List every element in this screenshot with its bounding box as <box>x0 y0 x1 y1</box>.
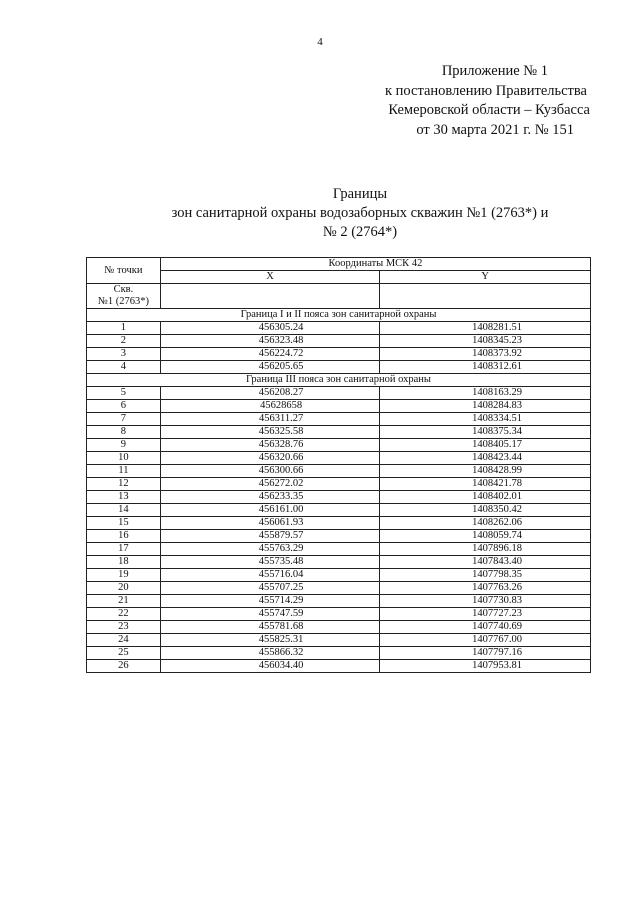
table-row <box>87 569 591 582</box>
point-number-cell: 4 <box>87 361 161 374</box>
coordinates-table <box>86 257 591 673</box>
header-coordinates: Координаты МСК 42 <box>160 258 590 271</box>
table-row <box>87 439 591 452</box>
x-coordinate-cell: 456311.27 <box>160 413 379 426</box>
x-coordinate-cell: 455866.32 <box>160 647 379 660</box>
appendix-line-decree: к постановлению Правительства <box>385 82 587 99</box>
table-row <box>87 361 591 374</box>
x-coordinate-cell: 455763.29 <box>160 543 379 556</box>
table-row <box>87 660 591 673</box>
table-row <box>87 608 591 621</box>
x-coordinate-cell: 456325.58 <box>160 426 379 439</box>
y-coordinate-cell: 1408163.29 <box>380 387 591 400</box>
table-row <box>87 504 591 517</box>
x-coordinate-cell: 456328.76 <box>160 439 379 452</box>
y-coordinate-cell: 1408428.99 <box>380 465 591 478</box>
y-coordinate-cell: 1407767.00 <box>380 634 591 647</box>
y-coordinate-cell: 1407730.83 <box>380 595 591 608</box>
point-number-cell: 15 <box>87 517 161 530</box>
table-row <box>87 465 591 478</box>
y-coordinate-cell: 1407798.35 <box>380 569 591 582</box>
table-row <box>87 426 591 439</box>
point-number-cell: 21 <box>87 595 161 608</box>
y-coordinate-cell: 1407763.26 <box>380 582 591 595</box>
x-coordinate-cell: 455747.59 <box>160 608 379 621</box>
well-y-empty <box>380 284 591 309</box>
title-line-1: Границы <box>332 186 388 202</box>
y-coordinate-cell: 1408402.01 <box>380 491 591 504</box>
table-header-row <box>87 258 591 271</box>
table-row <box>87 582 591 595</box>
y-coordinate-cell: 1408375.34 <box>380 426 591 439</box>
y-coordinate-cell: 1408281.51 <box>380 322 591 335</box>
y-coordinate-cell: 1407727.23 <box>380 608 591 621</box>
y-coordinate-cell: 1408312.61 <box>380 361 591 374</box>
point-number-cell: 17 <box>87 543 161 556</box>
table-row <box>87 647 591 660</box>
y-coordinate-cell: 1408421.78 <box>380 478 591 491</box>
document-title <box>120 185 600 242</box>
point-number-cell: 9 <box>87 439 161 452</box>
table-row <box>87 543 591 556</box>
point-number-cell: 20 <box>87 582 161 595</box>
y-coordinate-cell: 1408262.06 <box>380 517 591 530</box>
appendix-line-region: Кемеровской области – Кузбасса <box>388 102 590 118</box>
section-1-title: Граница I и II пояса зон санитарной охраны <box>87 309 591 322</box>
table-row <box>87 556 591 569</box>
table-row <box>87 400 591 413</box>
x-coordinate-cell: 456320.66 <box>160 452 379 465</box>
point-number-cell: 5 <box>87 387 161 400</box>
x-coordinate-cell: 455825.31 <box>160 634 379 647</box>
y-coordinate-cell: 1408373.92 <box>380 348 591 361</box>
point-number-cell: 19 <box>87 569 161 582</box>
well-x-empty <box>160 284 379 309</box>
header-x: X <box>160 271 379 284</box>
x-coordinate-cell: 455781.68 <box>160 621 379 634</box>
point-number-cell: 12 <box>87 478 161 491</box>
well-label-row <box>87 284 591 309</box>
table-row <box>87 621 591 634</box>
table-row <box>87 387 591 400</box>
table-row <box>87 413 591 426</box>
table-row <box>87 478 591 491</box>
point-number-cell: 7 <box>87 413 161 426</box>
table-subheader-row <box>87 271 591 284</box>
x-coordinate-cell: 455735.48 <box>160 556 379 569</box>
y-coordinate-cell: 1407740.69 <box>380 621 591 634</box>
point-number-cell: 2 <box>87 335 161 348</box>
table-row <box>87 452 591 465</box>
y-coordinate-cell: 1407896.18 <box>380 543 591 556</box>
y-coordinate-cell: 1408345.23 <box>380 335 591 348</box>
page-number: 4 <box>317 36 323 48</box>
point-number-cell: 16 <box>87 530 161 543</box>
x-coordinate-cell: 456323.48 <box>160 335 379 348</box>
y-coordinate-cell: 1407953.81 <box>380 660 591 673</box>
point-number-cell: 24 <box>87 634 161 647</box>
table-row <box>87 634 591 647</box>
x-coordinate-cell: 455716.04 <box>160 569 379 582</box>
x-coordinate-cell: 456034.40 <box>160 660 379 673</box>
x-coordinate-cell: 456205.65 <box>160 361 379 374</box>
table-row <box>87 530 591 543</box>
point-number-cell: 11 <box>87 465 161 478</box>
well-label-line-2: №1 (2763*) <box>97 296 149 307</box>
point-number-cell: 1 <box>87 322 161 335</box>
well-label-line-1: Скв. <box>113 284 134 295</box>
y-coordinate-cell: 1408405.17 <box>380 439 591 452</box>
point-number-cell: 6 <box>87 400 161 413</box>
section-1-title-row <box>87 309 591 322</box>
point-number-cell: 26 <box>87 660 161 673</box>
point-number-cell: 14 <box>87 504 161 517</box>
header-point-number: № точки <box>87 258 161 284</box>
x-coordinate-cell: 456224.72 <box>160 348 379 361</box>
section-2-title-row <box>87 374 591 387</box>
y-coordinate-cell: 1408059.74 <box>380 530 591 543</box>
point-number-cell: 13 <box>87 491 161 504</box>
y-coordinate-cell: 1408350.42 <box>380 504 591 517</box>
x-coordinate-cell: 45628658 <box>160 400 379 413</box>
point-number-cell: 18 <box>87 556 161 569</box>
table-row <box>87 335 591 348</box>
y-coordinate-cell: 1407797.16 <box>380 647 591 660</box>
title-line-3: № 2 (2764*) <box>322 224 398 240</box>
point-number-cell: 22 <box>87 608 161 621</box>
table-row <box>87 491 591 504</box>
x-coordinate-cell: 456305.24 <box>160 322 379 335</box>
appendix-line-date: от 30 марта 2021 г. № 151 <box>416 121 574 138</box>
y-coordinate-cell: 1408334.51 <box>380 413 591 426</box>
point-number-cell: 8 <box>87 426 161 439</box>
appendix-header <box>330 62 590 140</box>
x-coordinate-cell: 456161.00 <box>160 504 379 517</box>
point-number-cell: 23 <box>87 621 161 634</box>
x-coordinate-cell: 455707.25 <box>160 582 379 595</box>
x-coordinate-cell: 456208.27 <box>160 387 379 400</box>
x-coordinate-cell: 455879.57 <box>160 530 379 543</box>
y-coordinate-cell: 1408423.44 <box>380 452 591 465</box>
title-line-2: зон санитарной охраны водозаборных скважин №1 (2763*) и <box>171 205 549 221</box>
x-coordinate-cell: 456300.66 <box>160 465 379 478</box>
x-coordinate-cell: 456061.93 <box>160 517 379 530</box>
y-coordinate-cell: 1408284.83 <box>380 400 591 413</box>
well-label <box>87 284 161 309</box>
table-row <box>87 322 591 335</box>
point-number-cell: 25 <box>87 647 161 660</box>
y-coordinate-cell: 1407843.40 <box>380 556 591 569</box>
x-coordinate-cell: 456272.02 <box>160 478 379 491</box>
x-coordinate-cell: 456233.35 <box>160 491 379 504</box>
table-row <box>87 595 591 608</box>
section-2-title: Граница III пояса зон санитарной охраны <box>87 374 591 387</box>
appendix-title: Приложение № 1 <box>441 63 548 79</box>
x-coordinate-cell: 455714.29 <box>160 595 379 608</box>
point-number-cell: 10 <box>87 452 161 465</box>
point-number-cell: 3 <box>87 348 161 361</box>
table-row <box>87 517 591 530</box>
header-y: Y <box>380 271 591 284</box>
table-row <box>87 348 591 361</box>
